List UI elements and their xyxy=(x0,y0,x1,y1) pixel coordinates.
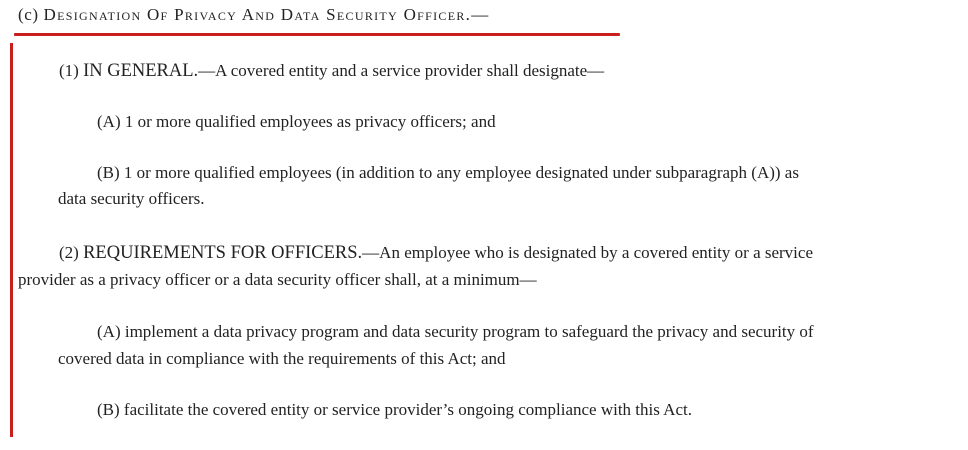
subparagraph-2a-line1: (A) implement a data privacy program and data security program to safeguard the privacy and security of xyxy=(97,322,814,341)
heading-underline xyxy=(14,33,620,36)
subparagraph-2b: (B) facilitate the covered entity or service provider’s ongoing compliance with this Act. xyxy=(97,400,692,419)
section-sidebar-bar xyxy=(10,43,13,437)
section-heading xyxy=(18,5,489,25)
paragraph-1-text: —A covered entity and a service provider shall designate— xyxy=(198,61,605,80)
paragraph-1 xyxy=(59,61,604,81)
paragraph-2-text: —An employee who is designated by a covered entity or a service xyxy=(362,243,813,262)
heading-title: Designation Of Privacy And Data Security Officer. xyxy=(43,5,472,24)
paragraph-2-enum: (2) xyxy=(59,243,79,262)
subparagraph-1a: (A) 1 or more qualified employees as privacy officers; and xyxy=(97,112,496,131)
subparagraph-1b-line1: (B) 1 or more qualified employees (in addition to any employee designated under subparagraph (A)) as xyxy=(97,163,799,182)
paragraph-1-enum: (1) xyxy=(59,61,79,80)
subparagraph-2a-line2: covered data in compliance with the requirements of this Act; and xyxy=(58,349,506,368)
subparagraph-1b-line2: data security officers. xyxy=(58,189,205,208)
paragraph-2-line1 xyxy=(59,243,813,263)
paragraph-2-header: REQUIREMENTS FOR OFFICERS. xyxy=(83,243,363,263)
heading-enum: (c) xyxy=(18,5,39,24)
heading-dash: — xyxy=(471,5,489,24)
paragraph-2-line2: provider as a privacy officer or a data security officer shall, at a minimum— xyxy=(18,270,537,289)
paragraph-1-header: IN GENERAL. xyxy=(83,61,199,81)
